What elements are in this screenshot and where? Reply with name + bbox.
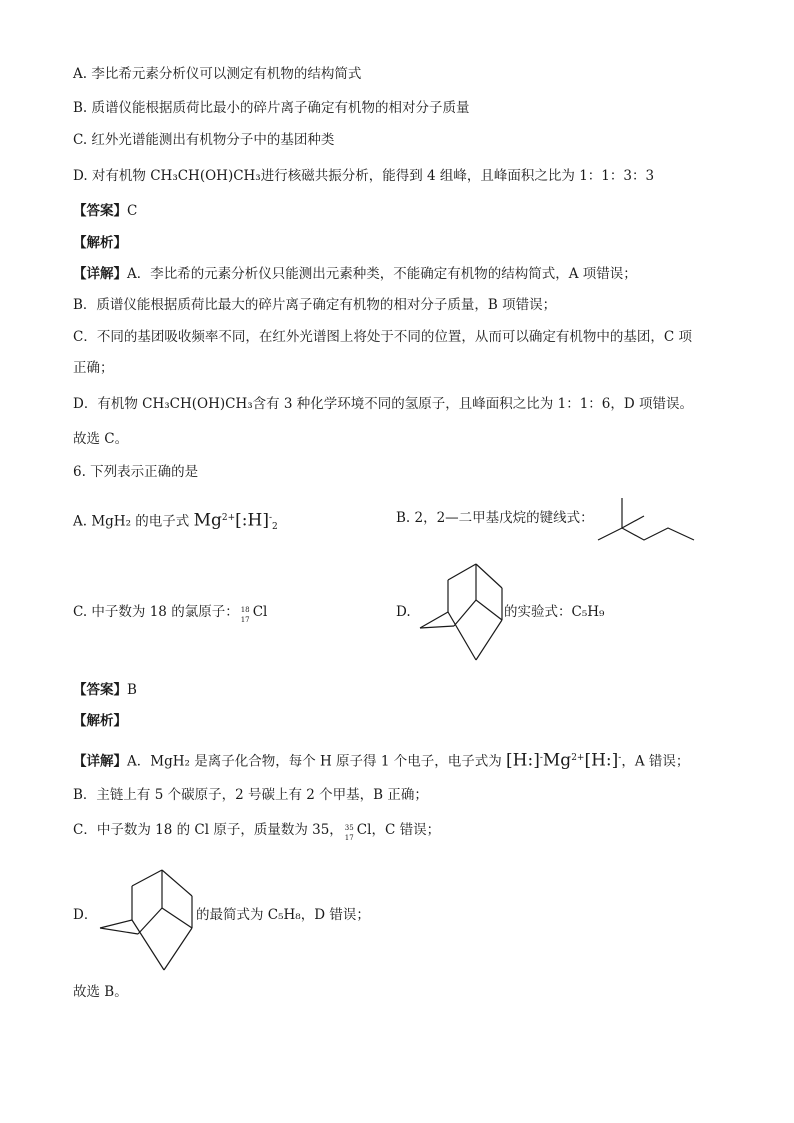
q6-detail-c-symbol: Cl <box>356 822 372 838</box>
q6-detail-a-minus1: - <box>539 753 543 763</box>
dimethylpentane-skeletal-formula <box>596 494 700 546</box>
q6-detail-a-minus2: - <box>618 753 622 763</box>
q5-detail-a-text: A．李比希的元素分析仪只能测出元素种类，不能确定有机物的结构简式，A 项错误； <box>127 266 637 282</box>
q6-detail-c <box>73 820 440 840</box>
q5-option-a: A. 李比希元素分析仪可以测定有机物的结构简式 <box>73 66 362 82</box>
bond <box>132 870 162 886</box>
q6-answer-value: B <box>127 682 137 698</box>
q6-detail-a <box>73 748 689 772</box>
bond <box>162 870 192 896</box>
bond <box>420 612 448 628</box>
q6-answer <box>73 680 137 700</box>
q5-conclusion: 故选 C。 <box>73 431 129 447</box>
q6-detail-label: 【详解】 <box>73 753 127 770</box>
q6-option-d-prefix: D. <box>396 604 411 620</box>
q5-detail-d-suffix: 含有 3 种化学环境不同的氢原子，且峰面积之比为 1：1：6，D 项错误。 <box>252 396 693 412</box>
q6-option-c-isotope <box>239 602 253 622</box>
q5-option-d <box>73 166 654 186</box>
methyl-bond-right <box>622 516 644 528</box>
adamantane-structure <box>418 562 504 664</box>
bond <box>476 564 502 588</box>
q6-option-a-hydride: [:H] <box>235 510 269 531</box>
q6-option-c <box>73 602 267 622</box>
q6-detail-a-charge: 2+ <box>571 753 585 763</box>
q5-detail-d-prefix: D．有机物 <box>73 396 143 412</box>
bond <box>100 920 132 928</box>
main-chain-bond <box>598 528 694 540</box>
q6-detail-d-suffix: 的最简式为 C₅H₈，D 错误； <box>196 907 370 923</box>
bond <box>476 600 502 620</box>
q6-option-a-count: 2 <box>272 522 278 533</box>
q6-detail-a-h2: [H:] <box>584 750 619 771</box>
q5-option-b: B. 质谱仪能根据质荷比最小的碎片离子确定有机物的相对分子质量 <box>73 100 470 116</box>
q5-answer <box>73 201 137 221</box>
q6-detail-c-isotope <box>343 820 357 840</box>
q6-detail-a-suffix: ，A 错误； <box>621 753 690 770</box>
bond <box>420 626 454 628</box>
bond <box>132 920 164 970</box>
q6-detail-c-prefix: C．中子数为 18 的 Cl 原子，质量数为 35， <box>73 822 343 838</box>
q6-answer-label: 【答案】 <box>73 682 127 698</box>
q5-detail-c-line1: C．不同的基团吸收频率不同，在红外光谱图上将处于不同的位置，从而可以确定有机物中的基团，C 项 <box>73 329 692 345</box>
q6-detail-a-h1: [H:] <box>506 750 540 771</box>
q6-detail-a-prefix: A．MgH₂ 是离子化合物，每个 H 原子得 1 个电子，电子式为 <box>127 753 507 770</box>
q6-option-c-symbol: Cl <box>252 604 268 620</box>
q5-option-d-suffix: 进行核磁共振分析，能得到 4 组峰，且峰面积之比为 1：1：3：3 <box>260 168 655 184</box>
q6-detail-a-mg: Mg <box>542 750 572 771</box>
bond <box>138 908 162 934</box>
q6-option-c-prefix: C. 中子数为 18 的氯原子： <box>73 604 239 620</box>
q5-option-d-formula: CH₃CH(OH)CH₃ <box>150 168 261 184</box>
adamantane-structure-explanation <box>98 868 196 974</box>
q6-option-b: B. 2，2—二甲基戊烷的键线式： <box>396 510 594 526</box>
q6-detail-c-suffix: ，C 错误； <box>371 822 441 838</box>
q5-detail-a <box>73 264 637 284</box>
q5-detail-d <box>73 394 693 414</box>
bond <box>476 620 502 660</box>
bond <box>448 612 476 660</box>
q6-option-a <box>73 508 278 537</box>
q6-detail-d-prefix: D． <box>73 907 98 923</box>
q5-option-c: C. 红外光谱能测出有机物分子中的基团种类 <box>73 132 335 148</box>
q6-option-c-atomic: 17 <box>240 616 250 624</box>
q6-option-d-suffix: 的实验式：C₅H₉ <box>504 604 605 620</box>
q6-option-c-mass: 18 <box>240 606 250 614</box>
q5-detail-c-line2: 正确； <box>73 360 114 376</box>
bond <box>454 600 476 626</box>
q6-option-a-minus: - <box>268 513 273 523</box>
q6-stem: 6. 下列表示正确的是 <box>73 464 199 480</box>
q5-option-d-prefix: D. 对有机物 <box>73 168 151 184</box>
q6-option-a-prefix: A. MgH₂ 的电子式 <box>73 513 194 530</box>
q6-detail-b: B．主链上有 5 个碳原子，2 号碳上有 2 个甲基，B 正确； <box>73 787 428 803</box>
q5-detail-b: B．质谱仪能根据质荷比最大的碎片离子确定有机物的相对分子质量，B 项错误； <box>73 297 557 313</box>
q6-detail-c-atomic: 17 <box>344 834 354 842</box>
bond <box>164 928 192 970</box>
q6-analysis-label: 【解析】 <box>73 713 127 729</box>
q5-detail-label: 【详解】 <box>73 266 127 282</box>
q6-conclusion: 故选 B。 <box>73 984 128 1000</box>
q6-option-a-charge: 2+ <box>221 513 236 523</box>
q5-analysis-label: 【解析】 <box>73 235 127 251</box>
q5-answer-value: C <box>127 203 138 219</box>
bond <box>100 928 138 934</box>
bond <box>448 564 476 580</box>
q6-option-a-mg: Mg <box>193 510 222 531</box>
bond <box>162 908 192 928</box>
q6-detail-c-mass: 35 <box>344 824 354 832</box>
q5-answer-label: 【答案】 <box>73 203 127 219</box>
q5-detail-d-formula: CH₃CH(OH)CH₃ <box>142 396 253 412</box>
